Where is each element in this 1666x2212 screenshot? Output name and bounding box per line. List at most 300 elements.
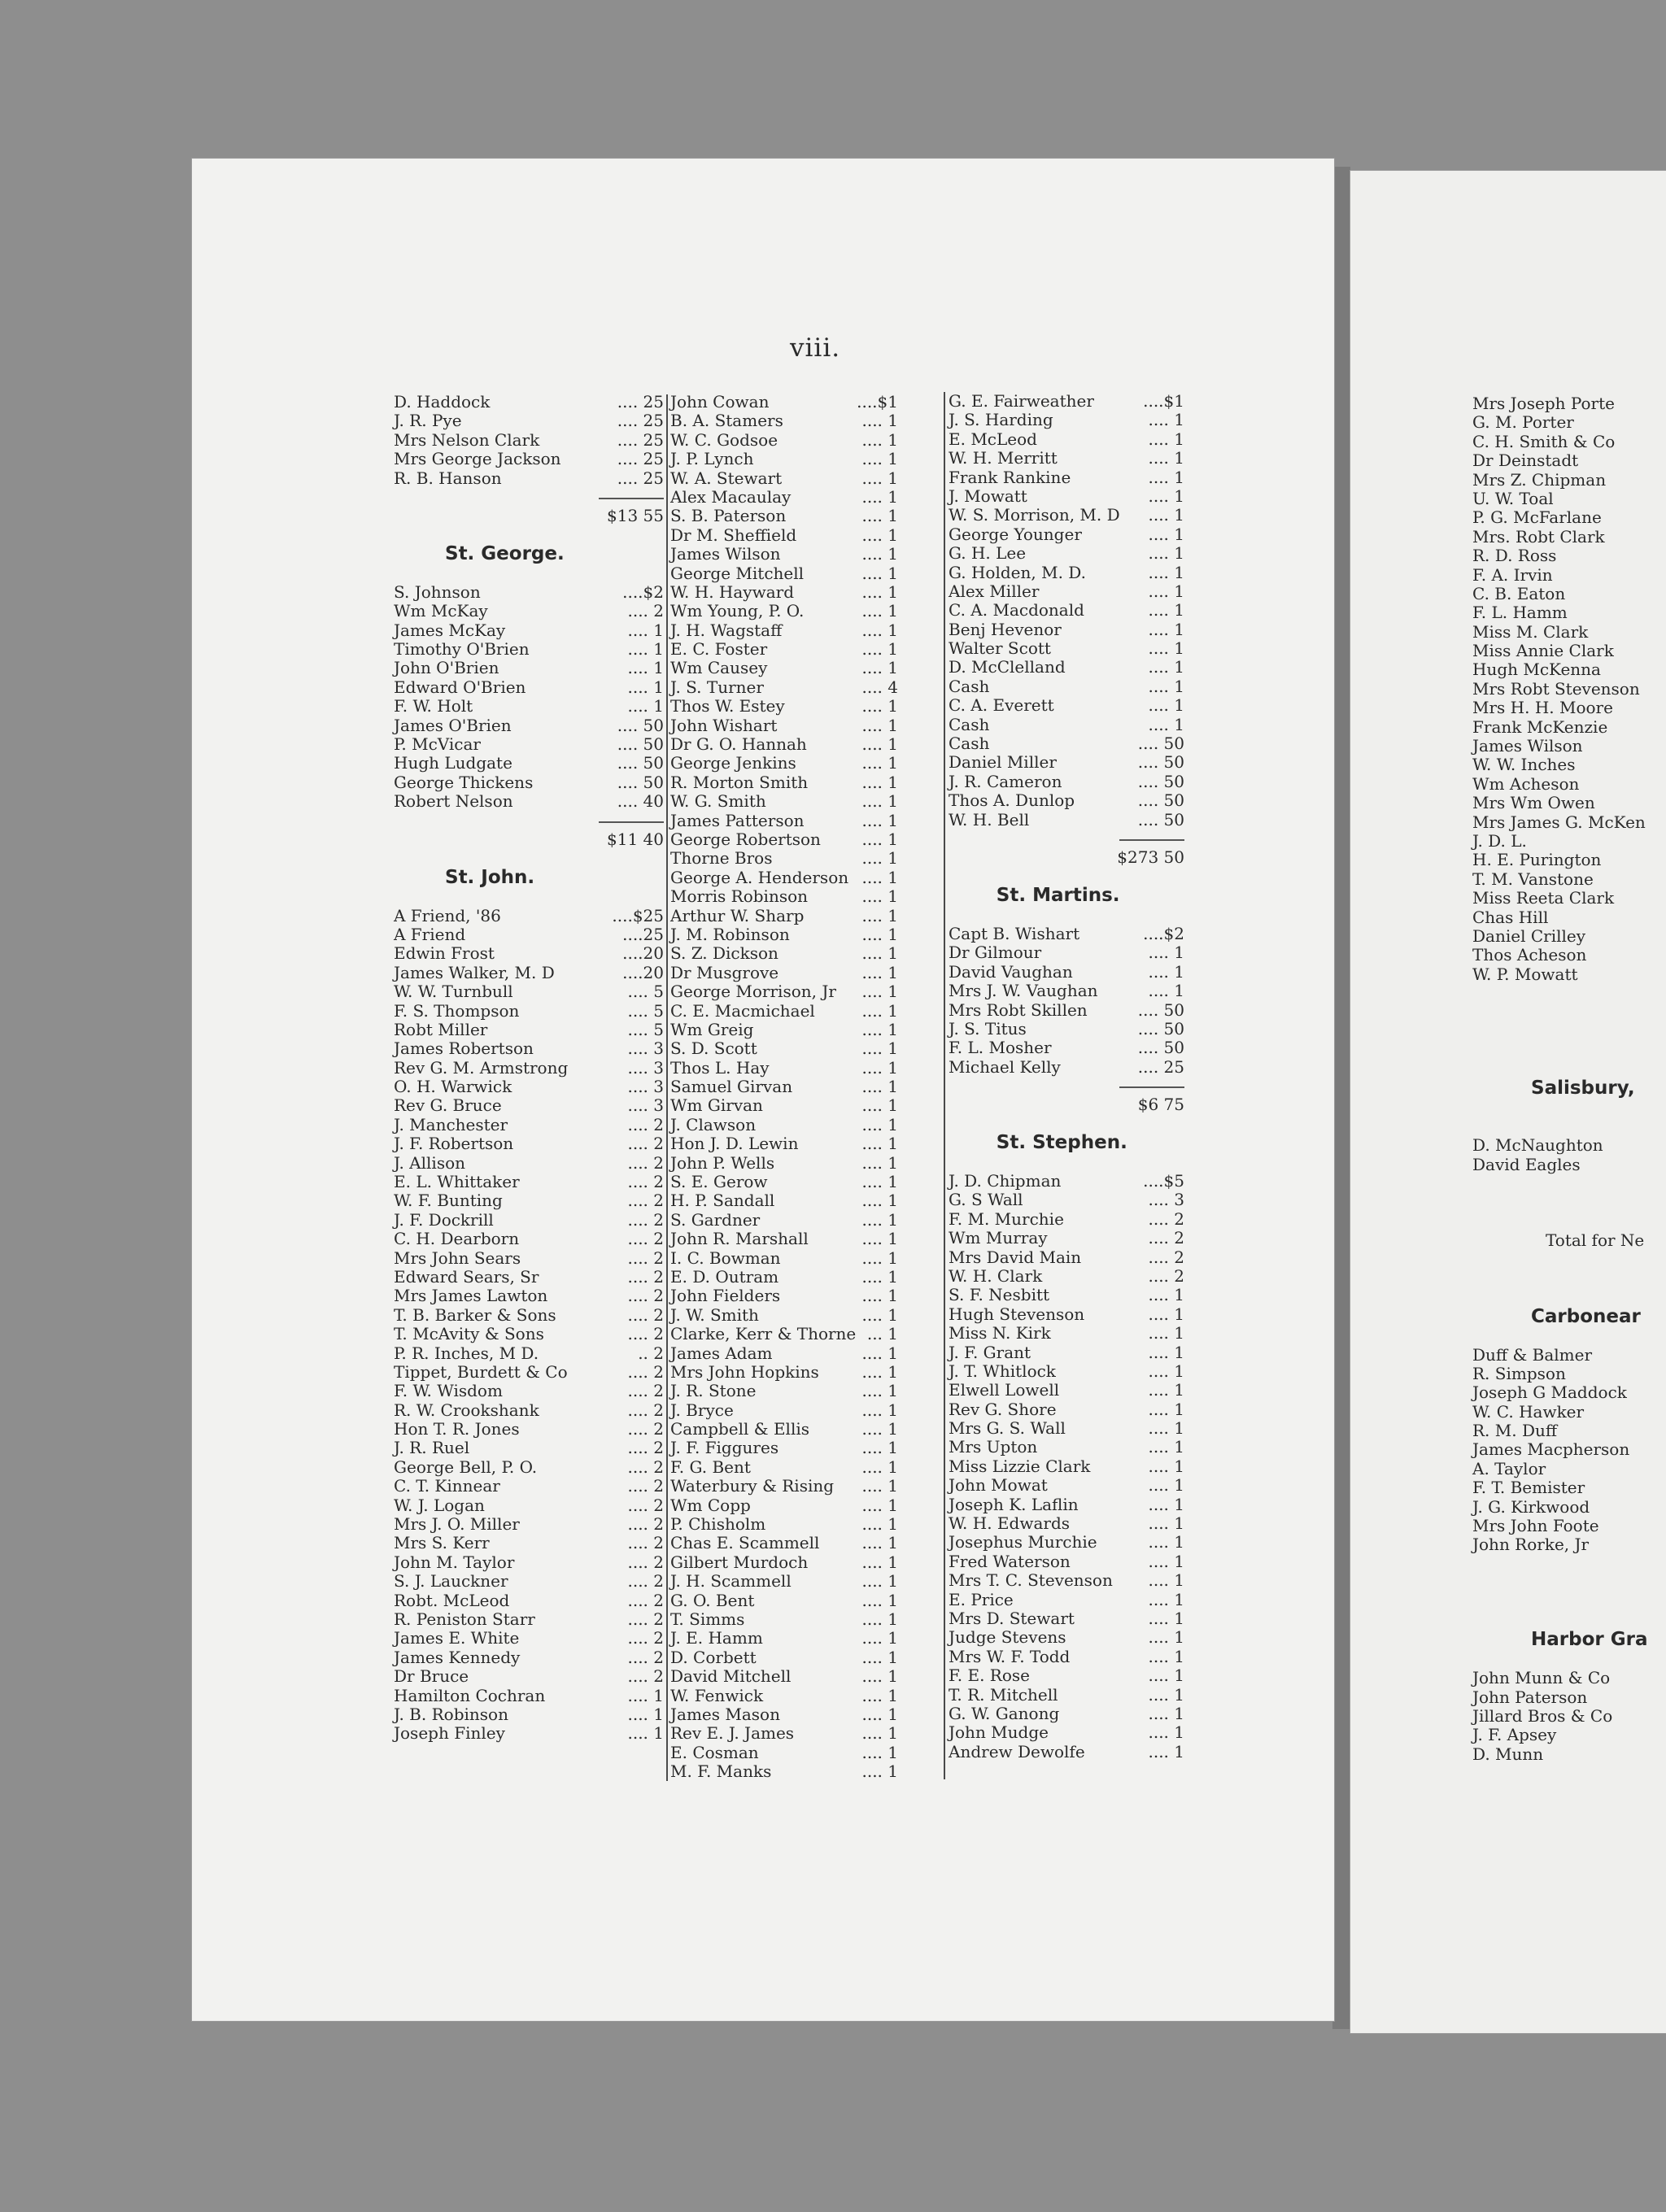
contributor-row: [670, 1762, 906, 1781]
contributor-name: James Macpherson: [1472, 1439, 1630, 1460]
contributor-name: R. D. Ross: [1472, 546, 1557, 566]
contributor-name: Thos Acheson: [1472, 945, 1587, 965]
contributor-name: W. C. Godsoe: [670, 429, 778, 450]
contributor-row: [670, 887, 906, 906]
donation-amount: .... 1: [861, 905, 898, 925]
contributor-name: John Mowat: [949, 1475, 1048, 1496]
donation-amount: .... 3: [627, 1039, 664, 1059]
contributor-name: E. McLeod: [949, 429, 1037, 449]
contributor-row: [949, 1305, 1201, 1324]
donation-amount: .... 1: [861, 1152, 898, 1173]
contributor-name: Mrs James G. McKen: [1472, 812, 1646, 832]
contributor-row: [670, 564, 906, 583]
donation-amount: .... 1: [1148, 600, 1184, 620]
contributor-name: W. H. Merritt: [949, 448, 1058, 468]
contributor-name: Edward Sears, Sr: [394, 1266, 539, 1287]
contributor-name: Mrs D. Stewart: [949, 1609, 1075, 1628]
subtotal-row: [949, 848, 1201, 867]
contributor-row: [949, 1496, 1201, 1514]
contributor-name: Mrs John Foote: [1472, 1516, 1599, 1536]
contributor-name: John Rorke, Jr: [1472, 1535, 1590, 1555]
contributor-name: M. F. Manks: [670, 1761, 772, 1782]
contributor-name: A Friend: [394, 924, 466, 944]
contributor-name: Daniel Miller: [949, 752, 1057, 773]
donation-amount: .... 2: [1148, 1247, 1184, 1267]
contributor-row: [670, 812, 906, 830]
contributor-name: Clarke, Kerr & Thorne: [670, 1324, 857, 1344]
donation-amount: ....$2: [1143, 923, 1184, 943]
contributor-name: G. S Wall: [949, 1190, 1023, 1210]
contributor-row: [670, 1325, 906, 1343]
contributor-row: [949, 411, 1201, 429]
contributor-name: J. D. L.: [1472, 830, 1527, 851]
contributor-name: Alex Macaulay: [670, 486, 792, 507]
contributor-row: [949, 1666, 1201, 1685]
donation-amount: .... 40: [617, 791, 664, 812]
contributor-name: J. E. Hamm: [670, 1628, 763, 1648]
contributor-name: James Patterson: [670, 810, 805, 830]
contributor-name: W. F. Bunting: [394, 1191, 503, 1211]
contributor-row: [670, 1268, 906, 1287]
donation-amount: .... 1: [861, 658, 898, 678]
contributor-row: [670, 830, 906, 849]
contributor-name: D. Corbett: [670, 1647, 757, 1667]
contributor-name: Mrs Joseph Porte: [1472, 394, 1615, 413]
left-page: [192, 159, 1334, 2021]
contributor-name: Mrs James Lawton: [394, 1286, 548, 1306]
donation-amount: .... 1: [861, 639, 898, 660]
contributor-name: J. H. Scammell: [670, 1571, 792, 1592]
contributor-name: J. F. Grant: [949, 1342, 1031, 1362]
contributor-row: [949, 487, 1201, 506]
contributor-row: [670, 1553, 906, 1572]
donation-amount: .... 25: [617, 392, 664, 411]
contributor-name: R. Peniston Starr: [394, 1609, 535, 1629]
contributor-row: [670, 507, 906, 525]
total-rule-line: [1119, 1086, 1184, 1088]
donation-amount: .... 3: [627, 1095, 664, 1116]
donation-amount: .... 1: [861, 1019, 898, 1039]
contributor-row: [670, 1572, 906, 1591]
contributor-name: Mrs G. S. Wall: [949, 1418, 1066, 1439]
subtotal-amount: $11 40: [607, 829, 664, 849]
spacer-row: [949, 1153, 1201, 1172]
donation-amount: .... 1: [1148, 1627, 1184, 1648]
spacer-row: [1472, 1193, 1666, 1212]
contributor-row: [949, 639, 1201, 658]
contributor-row: [949, 1723, 1201, 1742]
contributor-name: G. O. Bent: [670, 1590, 755, 1610]
contributor-name: E. C. Foster: [670, 639, 768, 660]
contributor-name: George Bell, P. O.: [394, 1457, 538, 1477]
contributor-name: J. B. Robinson: [394, 1704, 508, 1724]
contributor-name: J. R. Pye: [394, 411, 462, 431]
contributor-name: Mrs John Sears: [394, 1248, 521, 1268]
contributor-row: [670, 1059, 906, 1078]
contributor-name: Hugh McKenna: [1472, 660, 1601, 680]
contributor-name: R. Simpson: [1472, 1363, 1566, 1383]
donation-amount: .... 2: [627, 1286, 664, 1306]
contributor-name: W. W. Inches: [1472, 755, 1576, 775]
donation-amount: .... 1: [861, 1628, 898, 1648]
spacer-row: [1472, 1288, 1666, 1307]
contributor-row: [949, 734, 1201, 753]
donation-amount: .... 1: [1148, 981, 1184, 1001]
section-heading: Harbor Gra: [1531, 1629, 1648, 1651]
donation-amount: ....$2: [622, 581, 664, 602]
donation-amount: .... 1: [861, 1077, 898, 1097]
section-heading: [949, 886, 1201, 905]
donation-amount: .... 50: [617, 715, 664, 735]
contributor-name: George Thickens: [394, 772, 534, 792]
contributor-row: [949, 1001, 1201, 1020]
donation-amount: .... 1: [861, 982, 898, 1002]
contributor-name: Miss Lizzie Clark: [949, 1456, 1091, 1476]
donation-amount: .... 1: [861, 544, 898, 564]
contributor-row: [670, 869, 906, 887]
contributor-name: Wm McKay: [394, 601, 488, 621]
donation-amount: ....$25: [612, 905, 664, 925]
spacer-row: [1472, 1269, 1666, 1288]
contributor-name: Tippet, Burdett & Co: [394, 1361, 568, 1382]
subtotal-amount: $13 55: [607, 506, 664, 526]
contributor-name: P. G. McFarlane: [1472, 507, 1602, 528]
contributor-row: [670, 1287, 906, 1305]
spacer-row: [949, 868, 1201, 886]
donation-amount: .... 1: [861, 429, 898, 450]
contributor-name: Thos L. Hay: [670, 1057, 770, 1078]
contributor-name: Duff & Balmer: [1472, 1344, 1593, 1365]
donation-amount: ....$5: [1143, 1171, 1184, 1191]
spacer-row: [1472, 1004, 1666, 1022]
contributor-row: [670, 640, 906, 659]
contributor-row: [949, 1648, 1201, 1666]
donation-amount: .... 1: [627, 658, 664, 678]
donation-amount: .... 1: [861, 449, 898, 469]
contributor-row: [670, 583, 906, 602]
contributor-name: Gilbert Murdoch: [670, 1552, 809, 1572]
contributor-name: George Morrison, Jr: [670, 982, 836, 1002]
donation-amount: .... 1: [627, 639, 664, 660]
contributor-row: [949, 1191, 1201, 1209]
contributor-row: [670, 1154, 906, 1173]
contributor-row: [670, 1420, 906, 1439]
contributor-name: Benj Hevenor: [949, 619, 1062, 639]
contributor-row: [670, 1116, 906, 1134]
spacer-row: [1472, 1251, 1666, 1269]
contributor-row: [949, 564, 1201, 582]
contributor-row: [670, 735, 906, 754]
contributor-name: W. W. Turnbull: [394, 982, 513, 1002]
contributor-name: W. C. Hawker: [1472, 1401, 1585, 1422]
contributor-row: [670, 1002, 906, 1021]
contributor-name: W. G. Smith: [670, 791, 766, 812]
contributor-name: George Younger: [949, 524, 1082, 544]
contributor-name: Mrs John Hopkins: [670, 1361, 819, 1382]
contributor-name: J. D. Chipman: [949, 1171, 1062, 1191]
contributor-row: [670, 754, 906, 773]
contributor-name: S. B. Paterson: [670, 506, 787, 526]
donation-amount: .... 1: [861, 1134, 898, 1154]
contributor-row: [670, 1592, 906, 1610]
total-rule: [949, 830, 1201, 848]
contributor-name: Mrs. Robt Clark: [1472, 526, 1605, 546]
contributor-name: G. H. Lee: [949, 543, 1027, 564]
donation-amount: .... 1: [861, 753, 898, 773]
donation-amount: .... 5: [627, 1000, 664, 1021]
donation-amount: .... 1: [861, 1742, 898, 1762]
contributor-name: Samuel Girvan: [670, 1077, 793, 1097]
donation-amount: .... 1: [861, 867, 898, 887]
donation-amount: .... 2: [627, 1229, 664, 1249]
contributor-name: Fred Waterson: [949, 1551, 1071, 1571]
contributor-row: [670, 1039, 906, 1058]
contributor-row: [670, 621, 906, 640]
contributor-row: [670, 1134, 906, 1153]
contributor-name: Alex Miller: [949, 581, 1040, 601]
contributor-row: [670, 907, 906, 925]
contributor-row: [949, 1324, 1201, 1343]
contributor-row: [949, 525, 1201, 544]
contributor-row: [949, 1286, 1201, 1304]
donation-amount: .... 1: [627, 1685, 664, 1705]
contributor-name: J. Mowatt: [949, 486, 1027, 506]
donation-amount: .... 1: [1148, 1666, 1184, 1686]
contributor-row: [670, 1401, 906, 1420]
donation-amount: .... 1: [861, 1552, 898, 1572]
contributor-row: [670, 1211, 906, 1230]
contributor-row: [670, 411, 906, 430]
donation-amount: .... 1: [1148, 1399, 1184, 1419]
donation-amount: .... 1: [1148, 1304, 1184, 1324]
donation-amount: .... 1: [861, 1590, 898, 1610]
contributor-name: T. M. Vanstone: [1472, 869, 1594, 889]
spacer-row: [1472, 984, 1666, 1003]
donation-amount: .... 3: [627, 1057, 664, 1078]
donation-amount: .... 1: [1148, 1494, 1184, 1514]
contributor-row: [670, 1363, 906, 1382]
donation-amount: .... 1: [861, 1000, 898, 1021]
contributor-name: Hugh Stevenson: [949, 1304, 1085, 1324]
donation-amount: .... 1: [861, 1495, 898, 1515]
contributor-name: J. T. Whitlock: [949, 1361, 1056, 1381]
contributor-name: J. H. Wagstaff: [670, 620, 783, 640]
contributor-name: J. Bryce: [670, 1400, 734, 1420]
contributor-name: Andrew Dewolfe: [949, 1741, 1085, 1761]
contributor-name: Timothy O'Brien: [394, 639, 530, 660]
contributor-name: W. Fenwick: [670, 1685, 764, 1705]
contributor-name: Robt. McLeod: [394, 1590, 510, 1610]
donation-amount: .... 2: [627, 1590, 664, 1610]
donation-amount: .... 2: [627, 1209, 664, 1230]
contributor-name: Dr Musgrove: [670, 962, 779, 982]
contributor-name: R. W. Crookshank: [394, 1400, 539, 1420]
contributor-name: Arthur W. Sharp: [670, 905, 805, 925]
donation-amount: .... 50: [1137, 734, 1184, 754]
donation-amount: .... 1: [1148, 1551, 1184, 1571]
contributor-row: [670, 1705, 906, 1724]
subtotal-row: [949, 1095, 1201, 1114]
contributor-name: Rev G. Bruce: [394, 1095, 502, 1116]
donation-amount: ....25: [622, 924, 664, 944]
donation-amount: .... 2: [627, 1400, 664, 1420]
contributor-row: [670, 697, 906, 716]
donation-amount: .... 1: [1148, 1609, 1184, 1628]
donation-amount: .... 1: [861, 924, 898, 944]
contributor-row: [670, 1610, 906, 1629]
donation-amount: .... 1: [861, 1723, 898, 1744]
column-rule-1: [666, 394, 668, 1781]
donation-amount: .... 2: [627, 1571, 664, 1592]
contributor-name: Hamilton Cochran: [394, 1685, 546, 1705]
contributor-name: George Mitchell: [670, 563, 805, 583]
contributor-row: [670, 1724, 906, 1743]
contributor-name: R. M. Duff: [1472, 1421, 1558, 1441]
contributor-name: Chas E. Scammell: [670, 1533, 820, 1553]
contributor-name: C. H. Dearborn: [394, 1229, 520, 1249]
donation-amount: .... 2: [627, 1114, 664, 1134]
donation-amount: .... 1: [861, 1343, 898, 1363]
contributor-name: F. L. Mosher: [949, 1038, 1052, 1058]
donation-amount: .... 1: [861, 581, 898, 602]
contributor-name: Mrs H. H. Moore: [1472, 698, 1613, 718]
contributor-name: Rev E. J. James: [670, 1723, 795, 1744]
donation-amount: .... 2: [627, 601, 664, 621]
contributor-row: [949, 601, 1201, 620]
donation-amount: ....20: [622, 962, 664, 982]
page-number: viii.: [790, 333, 841, 363]
total-rule-line: [599, 821, 664, 823]
contributor-row: [670, 1477, 906, 1496]
contributor-row: [949, 430, 1201, 449]
contributor-name: O. H. Warwick: [394, 1077, 512, 1097]
contributor-row: [949, 1058, 1201, 1077]
contributor-name: E. D. Outram: [670, 1266, 779, 1287]
contributor-row: [670, 716, 906, 735]
contributor-name: H. P. Sandall: [670, 1191, 775, 1211]
contributor-row: [670, 1534, 906, 1552]
donation-amount: .... 1: [861, 411, 898, 431]
spacer-row: [949, 1115, 1201, 1134]
contributor-row: [670, 545, 906, 564]
donation-amount: .... 25: [617, 429, 664, 450]
contributor-row: [670, 1078, 906, 1096]
contributor-row: [949, 392, 1201, 411]
contributor-name: F. W. Wisdom: [394, 1381, 503, 1401]
contributor-row: [949, 1591, 1201, 1609]
contributor-name: J. P. Lynch: [670, 449, 754, 469]
contributor-row: [949, 925, 1201, 943]
contributor-name: Wm Acheson: [1472, 773, 1580, 794]
contributor-row: [670, 1191, 906, 1210]
donation-amount: .... 4: [861, 677, 898, 697]
donation-amount: .... 1: [861, 1229, 898, 1249]
spacer-row: [1472, 1022, 1666, 1041]
contributor-name: D. McNaughton: [1472, 1135, 1603, 1156]
contributor-name: G. M. Porter: [1472, 412, 1574, 433]
contributor-name: J. G. Kirkwood: [1472, 1496, 1590, 1517]
contributor-name: George Jenkins: [670, 753, 796, 773]
contributor-name: Walter Scott: [949, 638, 1051, 659]
contributor-name: Dr M. Sheffield: [670, 525, 797, 545]
contributor-name: F. M. Murchie: [949, 1208, 1064, 1229]
contributor-name: Mrs Z. Chipman: [1472, 469, 1607, 490]
donation-amount: ....$1: [1143, 391, 1184, 411]
donation-amount: .... 2: [627, 1495, 664, 1515]
contributor-row: [949, 1172, 1201, 1191]
contributor-row: [949, 1362, 1201, 1381]
contributor-name: J. W. Smith: [670, 1304, 759, 1325]
contributor-name: Wm Copp: [670, 1495, 751, 1515]
contributor-name: John P. Wells: [670, 1152, 775, 1173]
contributor-row: [949, 1381, 1201, 1400]
donation-amount: .... 1: [1148, 1722, 1184, 1743]
contributor-name: Hon J. D. Lewin: [670, 1134, 799, 1154]
donation-amount: .... 50: [1137, 1038, 1184, 1058]
contributor-name: C. H. Smith & Co: [1472, 431, 1616, 451]
donation-amount: .... 1: [861, 1114, 898, 1134]
contributor-row: [670, 602, 906, 620]
spacer-row: [1472, 1041, 1666, 1060]
contributor-name: Mrs W. F. Todd: [949, 1646, 1071, 1666]
contributor-name: John Mudge: [949, 1722, 1049, 1743]
spacer-row: [949, 906, 1201, 925]
contributor-name: S. D. Scott: [670, 1039, 757, 1059]
contributor-name: Miss N. Kirk: [949, 1323, 1051, 1343]
donation-amount: .... 1: [861, 1039, 898, 1059]
column-3: [949, 392, 1201, 1761]
spacer-row: [1472, 1213, 1666, 1231]
donation-amount: .... 1: [861, 1571, 898, 1592]
donation-amount: .... 1: [861, 1438, 898, 1458]
donation-amount: .... 2: [627, 1134, 664, 1154]
spacer-row: [1472, 1098, 1666, 1117]
contributor-name: P. R. Inches, M D.: [394, 1343, 539, 1363]
section-heading-text: St. George.: [445, 543, 565, 565]
donation-amount: .... 50: [617, 734, 664, 755]
donation-amount: .... 1: [861, 601, 898, 621]
spacer-row: [1472, 1612, 1666, 1631]
donation-amount: .... 1: [861, 1647, 898, 1667]
contributor-row: [949, 449, 1201, 468]
contributor-name: Wm Girvan: [670, 1095, 763, 1116]
donation-amount: .... 1: [861, 810, 898, 830]
contributor-name: Mrs George Jackson: [394, 449, 561, 469]
contributor-row: [670, 1306, 906, 1325]
donation-amount: .... 1: [861, 1286, 898, 1306]
contributor-name: F. W. Holt: [394, 696, 473, 716]
donation-amount: .... 1: [861, 1666, 898, 1687]
contributor-name: Dr Gilmour: [949, 943, 1042, 963]
donation-amount: .... 1: [861, 1704, 898, 1724]
donation-amount: .... 1: [627, 696, 664, 716]
spacer-row: [1472, 1060, 1666, 1079]
donation-amount: .... 1: [861, 1095, 898, 1116]
donation-amount: .... 1: [861, 1057, 898, 1078]
contributor-name: Campbell & Ellis: [670, 1419, 809, 1439]
section-heading: Carbonear: [1531, 1305, 1641, 1327]
contributor-name: W. H. Hayward: [670, 581, 795, 602]
contributor-name: J. R. Ruel: [394, 1438, 470, 1458]
donation-amount: .... 1: [1148, 448, 1184, 468]
spacer-row: [1472, 1326, 1666, 1345]
contributor-row: [670, 1173, 906, 1191]
contributor-row: [949, 1533, 1201, 1552]
donation-amount: .... 2: [627, 1266, 664, 1287]
contributor-row: [949, 620, 1201, 639]
donation-amount: .... 2: [627, 1628, 664, 1648]
donation-amount: .... 1: [861, 791, 898, 812]
